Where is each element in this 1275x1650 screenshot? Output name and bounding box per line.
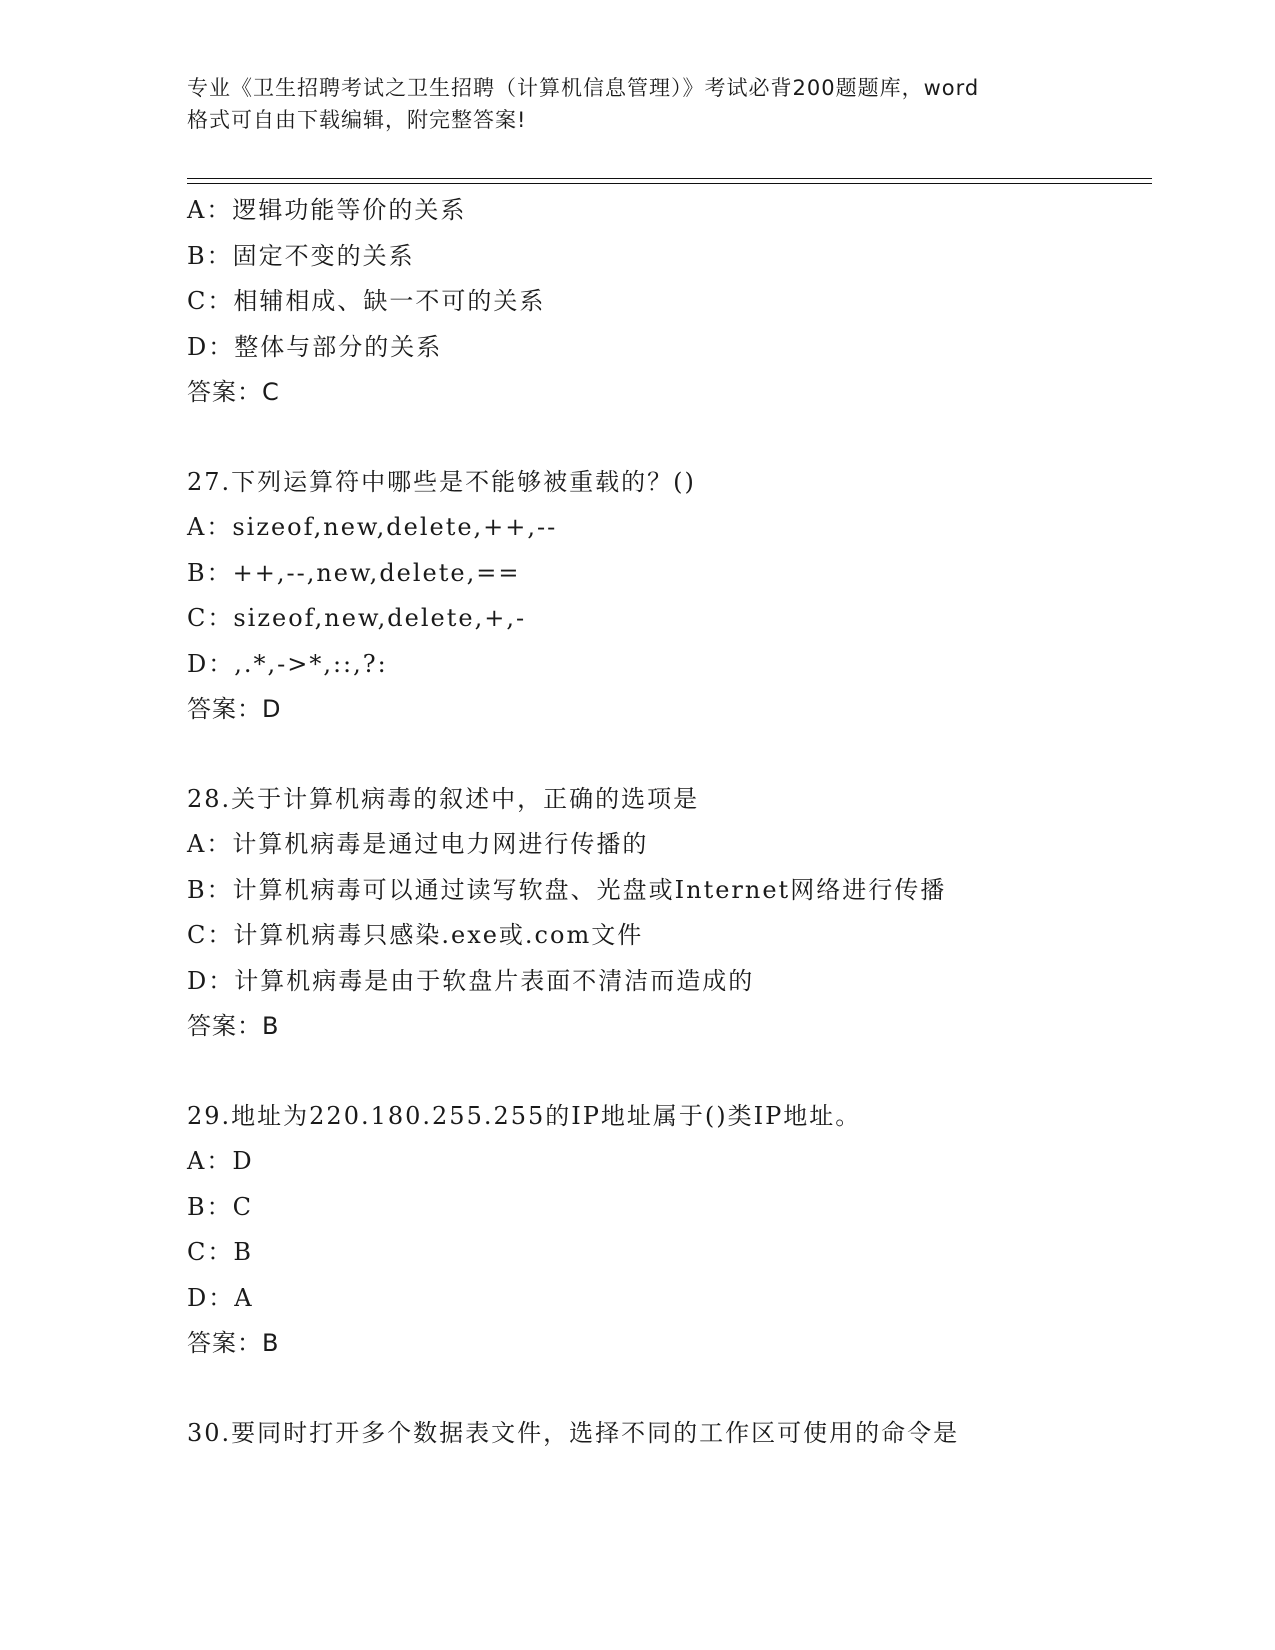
question-30 [187, 1411, 1147, 1457]
question-27 [187, 460, 1147, 733]
option-a: A：D [187, 1147, 254, 1175]
option-c: C：B [187, 1238, 253, 1266]
question-text: 28.关于计算机病毒的叙述中，正确的选项是 [187, 784, 700, 813]
question-28 [187, 777, 1147, 1050]
spacer [187, 733, 1147, 777]
header-divider-top [187, 178, 1152, 179]
question-text: 27.下列运算符中哪些是不能够被重载的？() [187, 467, 696, 496]
option-a: A：逻辑功能等价的关系 [187, 196, 467, 224]
option-c: C：相辅相成、缺一不可的关系 [187, 287, 546, 315]
spacer [187, 1367, 1147, 1411]
option-d: D：计算机病毒是由于软盘片表面不清洁而造成的 [187, 966, 755, 995]
option-d: D：整体与部分的关系 [187, 332, 443, 361]
question-26 [187, 188, 1147, 416]
option-d: D：A [187, 1283, 254, 1312]
question-29 [187, 1094, 1147, 1367]
option-c: C：计算机病毒只感染.exe或.com文件 [187, 921, 644, 949]
spacer [187, 1050, 1147, 1094]
header-line-1: 专业《卫生招聘考试之卫生招聘（计算机信息管理）》考试必背200题题库，word [187, 76, 980, 100]
answer: 答案：B [187, 1012, 280, 1040]
question-list [187, 188, 1147, 1456]
answer: 答案：C [187, 378, 280, 406]
option-d: D：,.*,->*,::,?: [187, 649, 388, 678]
header-line-2: 格式可自由下载编辑，附完整答案! [187, 108, 527, 132]
option-b: B：固定不变的关系 [187, 241, 415, 270]
answer: 答案：B [187, 1329, 280, 1357]
spacer [187, 416, 1147, 460]
option-a: A：sizeof,new,delete,++,-- [187, 513, 558, 541]
option-b: B：++,--,new,delete,== [187, 558, 521, 587]
header-divider-bottom [187, 183, 1152, 184]
option-b: B：C [187, 1192, 253, 1221]
question-text: 30.要同时打开多个数据表文件，选择不同的工作区可使用的命令是 [187, 1418, 960, 1447]
option-c: C：sizeof,new,delete,+,- [187, 604, 527, 632]
option-b: B：计算机病毒可以通过读写软盘、光盘或Internet网络进行传播 [187, 875, 947, 904]
question-text: 29.地址为220.180.255.255的IP地址属于()类IP地址。 [187, 1101, 862, 1130]
answer: 答案：D [187, 695, 282, 723]
document-header [187, 72, 1087, 136]
option-a: A：计算机病毒是通过电力网进行传播的 [187, 830, 649, 858]
